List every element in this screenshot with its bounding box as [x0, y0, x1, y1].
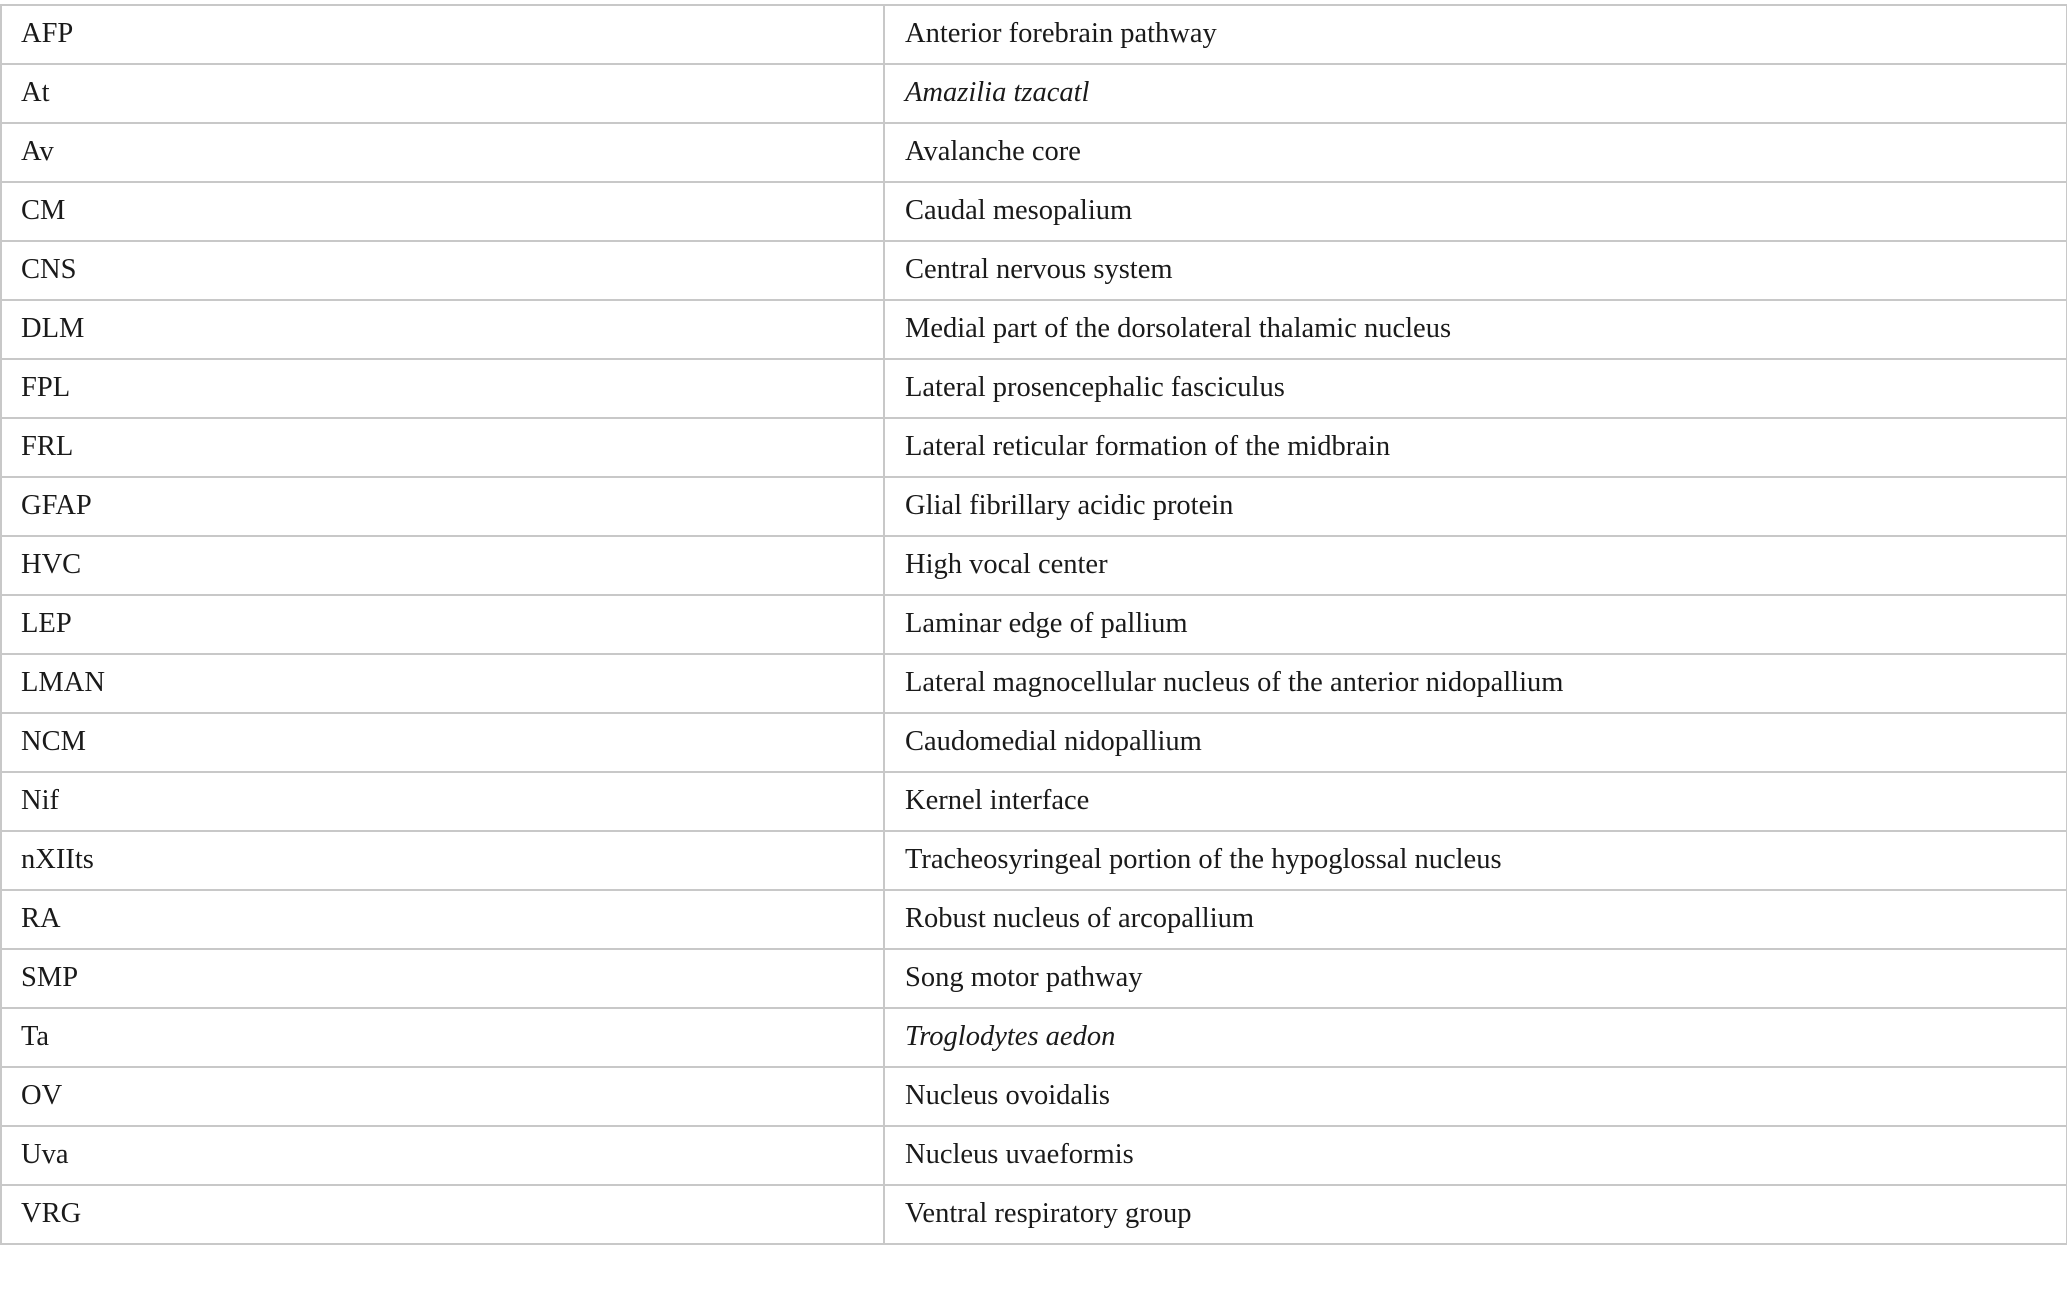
definition-cell: Song motor pathway — [884, 949, 2067, 1008]
definition-cell: Medial part of the dorsolateral thalamic nucleus — [884, 300, 2067, 359]
definition-cell: Nucleus ovoidalis — [884, 1067, 2067, 1126]
abbreviation-cell: GFAP — [1, 477, 884, 536]
table-row — [1, 418, 2067, 477]
definition-cell: Central nervous system — [884, 241, 2067, 300]
table-row — [1, 5, 2067, 64]
table-row — [1, 654, 2067, 713]
table-row — [1, 123, 2067, 182]
table-row — [1, 1126, 2067, 1185]
definition-cell: Lateral prosencephalic fasciculus — [884, 359, 2067, 418]
table-row — [1, 64, 2067, 123]
table-row — [1, 300, 2067, 359]
abbreviation-cell: HVC — [1, 536, 884, 595]
abbreviations-table-body — [1, 5, 2067, 1244]
definition-cell: Tracheosyringeal portion of the hypoglossal nucleus — [884, 831, 2067, 890]
definition-cell: Caudomedial nidopallium — [884, 713, 2067, 772]
definition-cell: Glial fibrillary acidic protein — [884, 477, 2067, 536]
table-row — [1, 1185, 2067, 1244]
abbreviation-cell: Ta — [1, 1008, 884, 1067]
definition-cell: Troglodytes aedon — [884, 1008, 2067, 1067]
abbreviation-cell: CNS — [1, 241, 884, 300]
definition-cell: Nucleus uvaeformis — [884, 1126, 2067, 1185]
definition-cell: Ventral respiratory group — [884, 1185, 2067, 1244]
definition-cell: Lateral magnocellular nucleus of the anterior nidopallium — [884, 654, 2067, 713]
abbreviation-cell: VRG — [1, 1185, 884, 1244]
table-row — [1, 595, 2067, 654]
abbreviation-cell: CM — [1, 182, 884, 241]
abbreviation-cell: NCM — [1, 713, 884, 772]
abbreviation-cell: AFP — [1, 5, 884, 64]
abbreviation-cell: FPL — [1, 359, 884, 418]
table-row — [1, 1067, 2067, 1126]
abbreviation-cell: OV — [1, 1067, 884, 1126]
definition-cell: Kernel interface — [884, 772, 2067, 831]
abbreviation-cell: Av — [1, 123, 884, 182]
table-row — [1, 713, 2067, 772]
table-row — [1, 772, 2067, 831]
definition-cell: Caudal mesopalium — [884, 182, 2067, 241]
definition-cell: Robust nucleus of arcopallium — [884, 890, 2067, 949]
table-row — [1, 182, 2067, 241]
table-row — [1, 1008, 2067, 1067]
definition-cell: Lateral reticular formation of the midbrain — [884, 418, 2067, 477]
table-row — [1, 536, 2067, 595]
abbreviation-cell: SMP — [1, 949, 884, 1008]
abbreviation-cell: LMAN — [1, 654, 884, 713]
abbreviation-cell: FRL — [1, 418, 884, 477]
abbreviation-cell: DLM — [1, 300, 884, 359]
table-row — [1, 831, 2067, 890]
abbreviations-table-container — [0, 4, 2066, 1245]
definition-cell: High vocal center — [884, 536, 2067, 595]
table-row — [1, 949, 2067, 1008]
definition-cell: Anterior forebrain pathway — [884, 5, 2067, 64]
table-row — [1, 241, 2067, 300]
definition-cell: Amazilia tzacatl — [884, 64, 2067, 123]
definition-cell: Avalanche core — [884, 123, 2067, 182]
abbreviation-cell: Nif — [1, 772, 884, 831]
table-row — [1, 359, 2067, 418]
abbreviation-cell: At — [1, 64, 884, 123]
abbreviation-cell: nXIIts — [1, 831, 884, 890]
table-row — [1, 890, 2067, 949]
abbreviation-cell: RA — [1, 890, 884, 949]
abbreviation-cell: Uva — [1, 1126, 884, 1185]
abbreviations-table — [0, 4, 2067, 1245]
abbreviation-cell: LEP — [1, 595, 884, 654]
table-row — [1, 477, 2067, 536]
definition-cell: Laminar edge of pallium — [884, 595, 2067, 654]
